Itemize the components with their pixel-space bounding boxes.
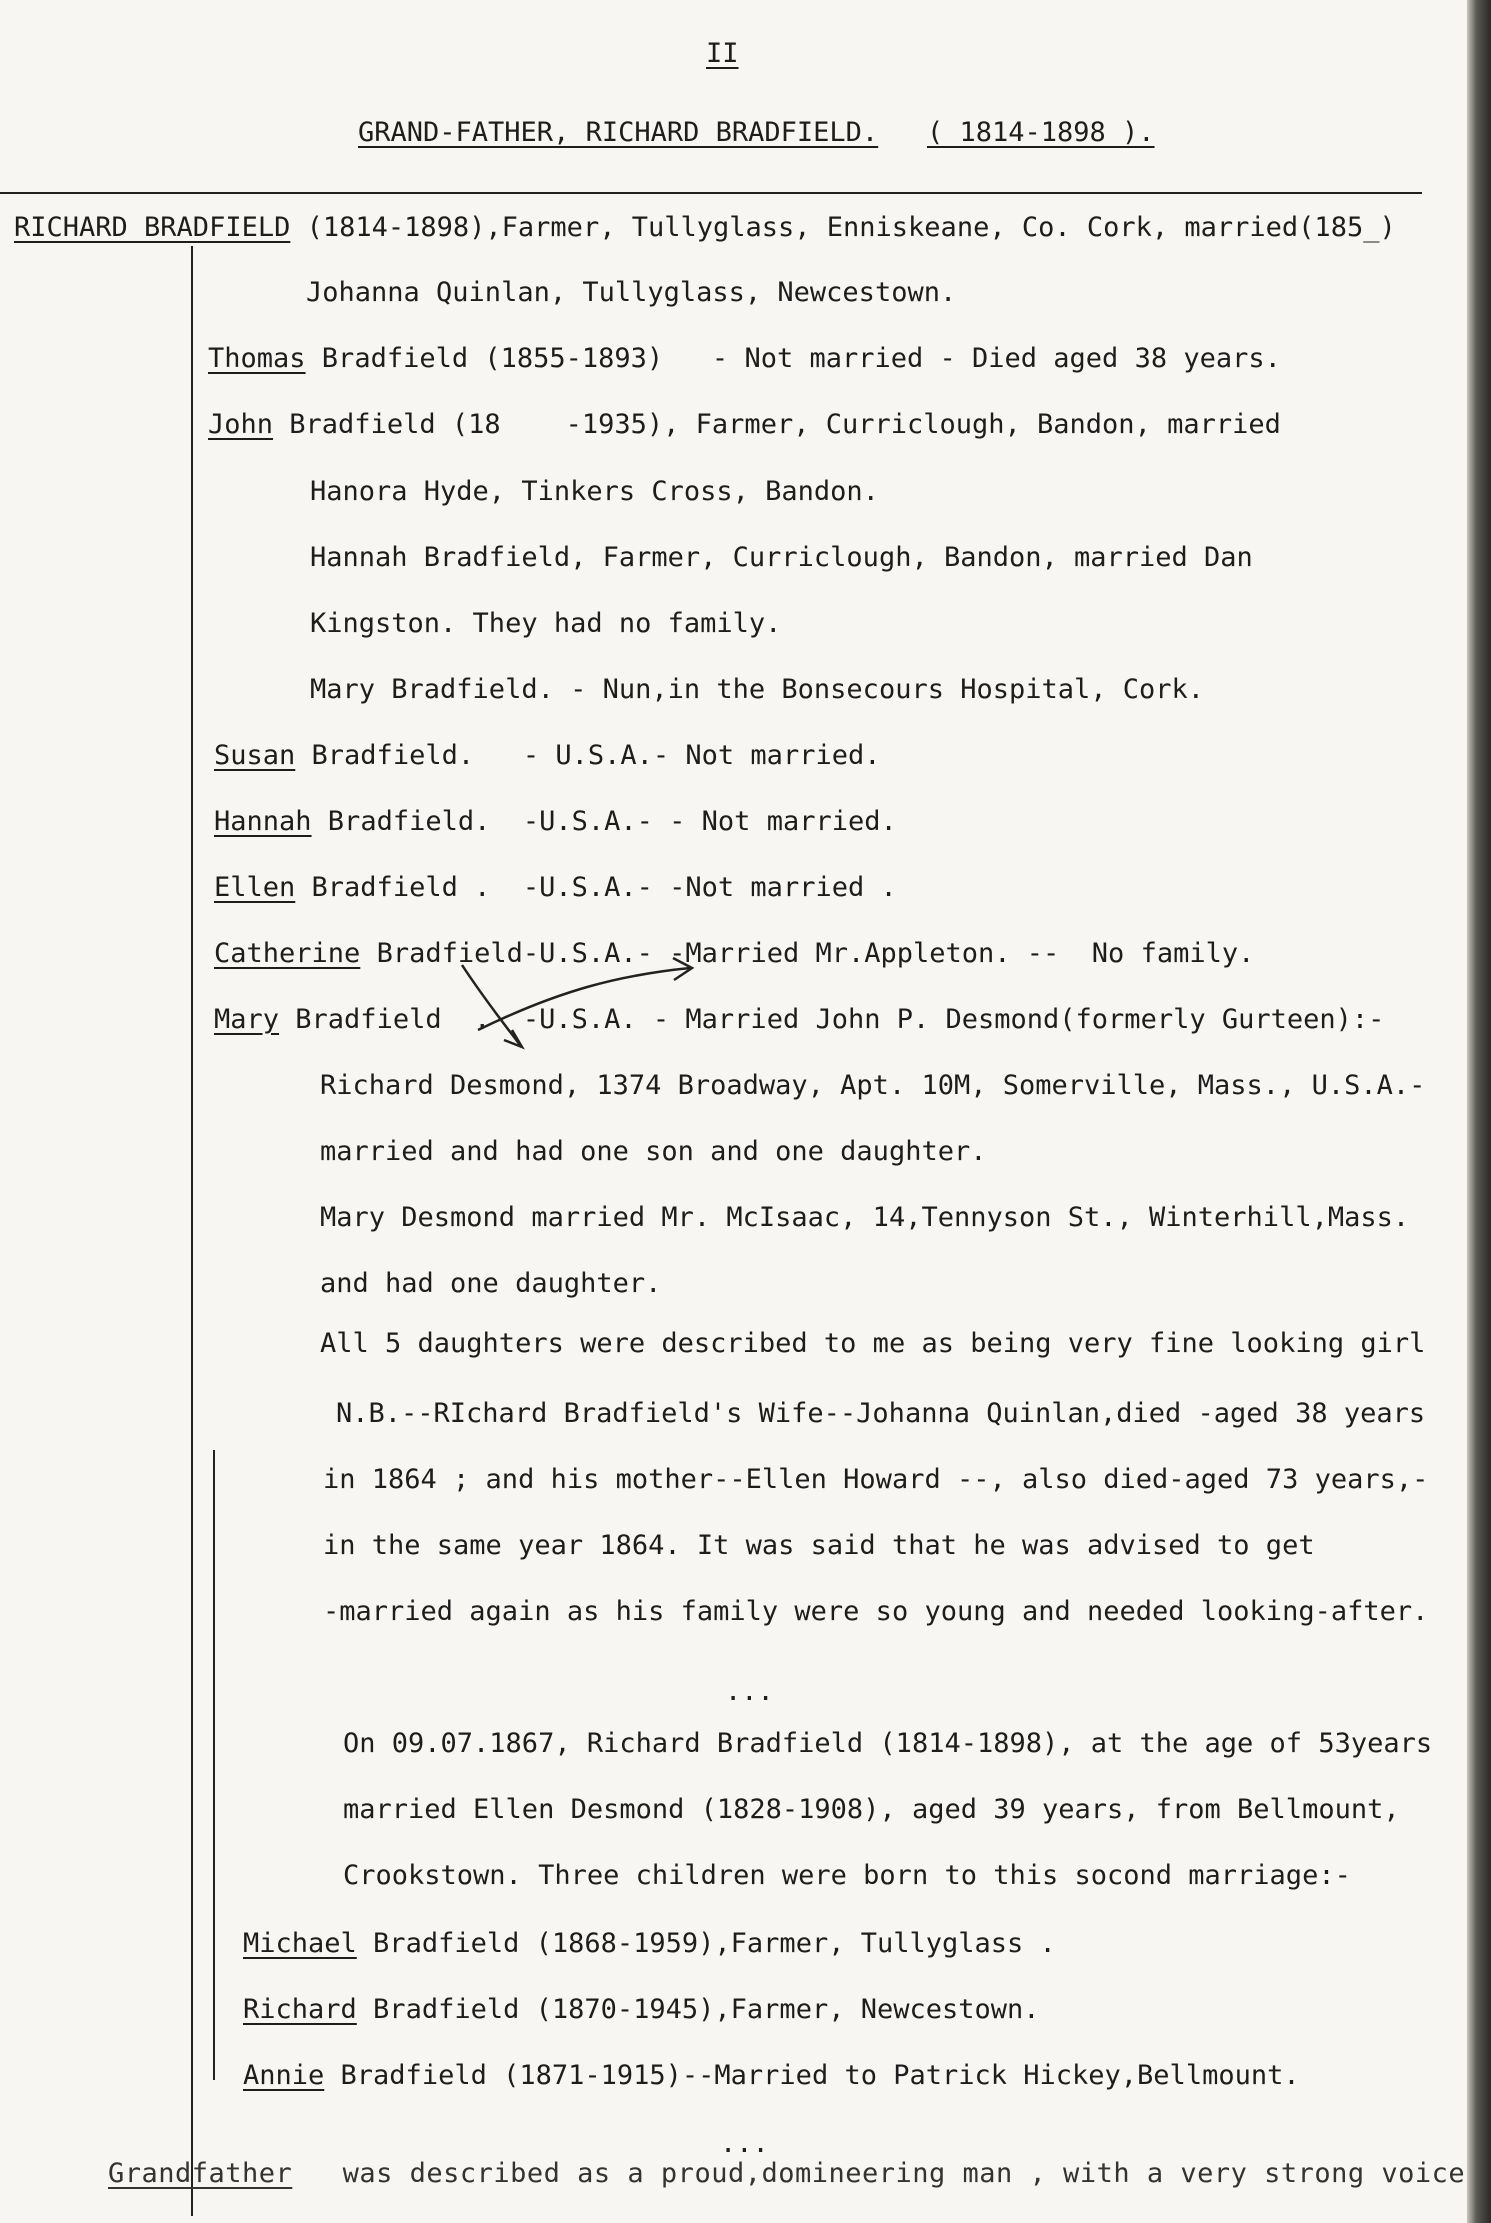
mary-child-mary-cont: and had one daughter. xyxy=(320,1268,662,1299)
nb-line-2: in 1864 ; and his mother--Ellen Howard --, also died-aged 73 years,- xyxy=(323,1464,1429,1495)
child-michael: Michael Bradfield (1868-1959),Farmer, Tullyglass . xyxy=(243,1928,1056,1959)
daughter-susan: Susan Bradfield. - U.S.A.- Not married. xyxy=(214,740,881,771)
second-marriage-line-2: married Ellen Desmond (1828-1908), aged 39 years, from Bellmount, xyxy=(343,1794,1400,1825)
john-child-hannah: Hannah Bradfield, Farmer, Curriclough, Bandon, married Dan xyxy=(310,542,1253,573)
child-annie: Annie Bradfield (1871-1915)--Married to Patrick Hickey,Bellmount. xyxy=(243,2060,1300,2091)
head-entry: RICHARD BRADFIELD (1814-1898),Farmer, Tullyglass, Enniskeane, Co. Cork, married(185_) xyxy=(14,212,1396,243)
second-marriage-line-1: On 09.07.1867, Richard Bradfield (1814-1898), at the age of 53years xyxy=(343,1728,1433,1759)
head-spouse: Johanna Quinlan, Tullyglass, Newcestown. xyxy=(306,277,957,308)
daughters-remark: All 5 daughters were described to me as being very fine looking girl xyxy=(320,1328,1426,1359)
page-title: GRAND-FATHER, RICHARD BRADFIELD. ( 1814-1898 ). xyxy=(358,117,1155,148)
mary-child-richard-cont: married and had one son and one daughter. xyxy=(320,1136,987,1167)
john-child-hannah-cont: Kingston. They had no family. xyxy=(310,608,782,639)
john-spouse: Hanora Hyde, Tinkers Cross, Bandon. xyxy=(310,476,879,507)
child-richard: Richard Bradfield (1870-1945),Farmer, Newcestown. xyxy=(243,1994,1040,2025)
john-child-mary: Mary Bradfield. - Nun,in the Bonsecours Hospital, Cork. xyxy=(310,674,1205,705)
child-thomas: Thomas Bradfield (1855-1893) - Not married - Died aged 38 years. xyxy=(208,343,1281,374)
section-separator: ... xyxy=(725,1676,774,1707)
closing-line: Grandfather was described as a proud,domineering man , with a very strong voice xyxy=(108,2158,1466,2189)
second-marriage-line-3: Crookstown. Three children were born to this socond marriage:- xyxy=(343,1860,1351,1891)
daughter-mary: Mary Bradfield . -U.S.A. - Married John P. Desmond(formerly Gurteen):- xyxy=(214,1004,1385,1035)
daughter-catherine: Catherine Bradfield-U.S.A.- -Married Mr.Appleton. -- No family. xyxy=(214,938,1255,969)
page-number: II xyxy=(706,38,739,69)
nb-line-4: -married again as his family were so young and needed looking-after. xyxy=(323,1596,1429,1627)
child-john: John Bradfield (18 -1935), Farmer, Curriclough, Bandon, married xyxy=(208,409,1281,440)
mary-child-mary: Mary Desmond married Mr. McIsaac, 14,Tennyson St., Winterhill,Mass. xyxy=(320,1202,1410,1233)
mary-child-richard: Richard Desmond, 1374 Broadway, Apt. 10M, Somerville, Mass., U.S.A.- xyxy=(320,1070,1426,1101)
nb-line-1: N.B.--RIchard Bradfield's Wife--Johanna Quinlan,died -aged 38 years xyxy=(336,1398,1426,1429)
nb-line-3: in the same year 1864. It was said that he was advised to get xyxy=(323,1530,1315,1561)
section-separator-2: ... xyxy=(720,2128,769,2159)
daughter-ellen: Ellen Bradfield . -U.S.A.- -Not married . xyxy=(214,872,897,903)
daughter-hannah: Hannah Bradfield. -U.S.A.- - Not married. xyxy=(214,806,897,837)
